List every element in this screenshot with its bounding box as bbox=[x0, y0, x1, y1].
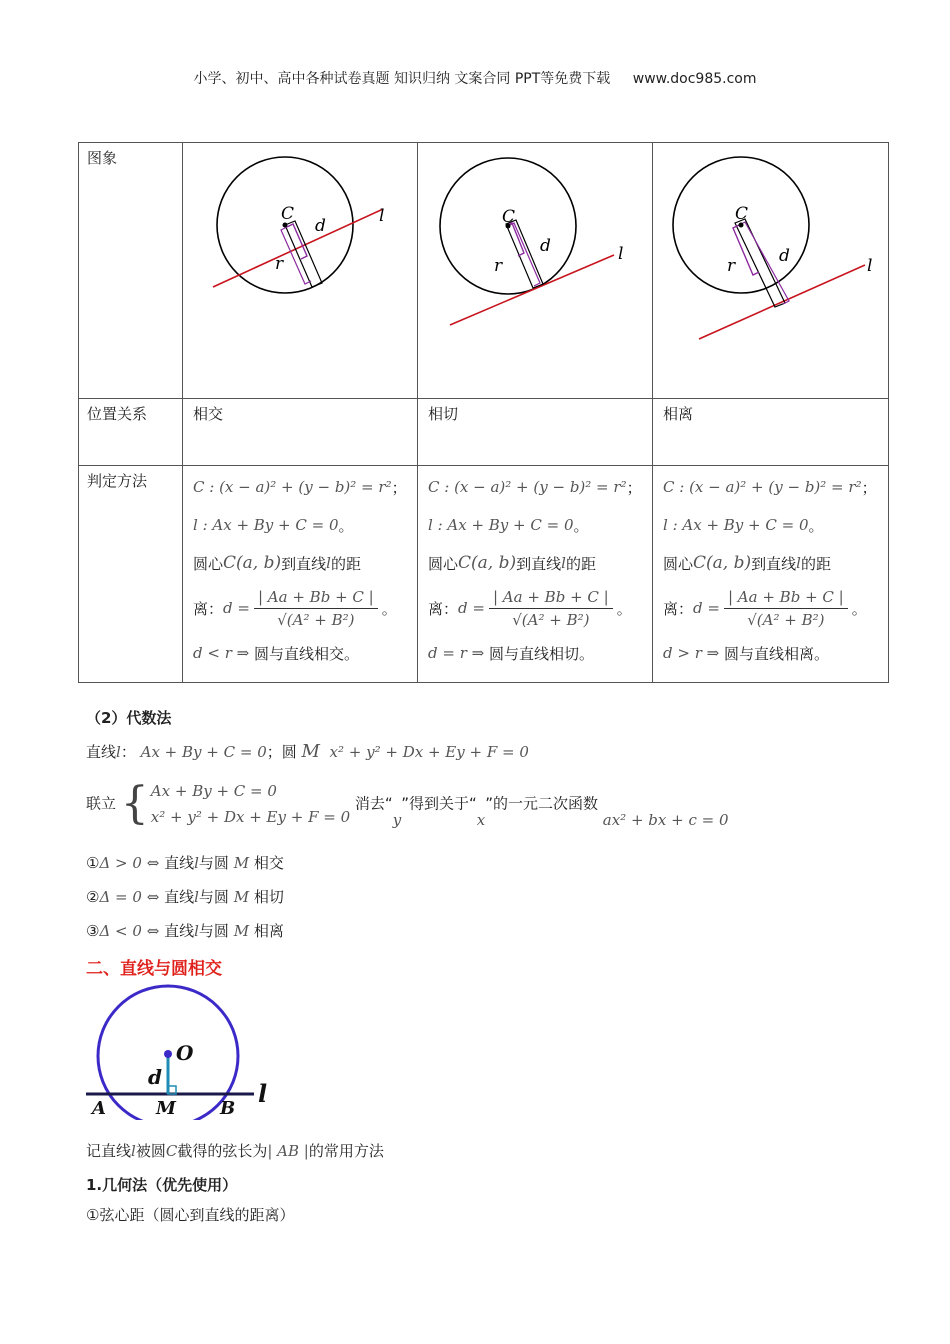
label-C: C bbox=[735, 204, 749, 224]
condition-math: d > r ⇒ bbox=[663, 644, 720, 662]
circle-symbol: M bbox=[233, 922, 250, 940]
quadratic-equation: ax² + bx + c = 0 bbox=[602, 810, 729, 829]
line-equation: l : Ax + By + C = 0 bbox=[428, 516, 574, 534]
text: 到直线 bbox=[516, 554, 562, 573]
text: 直线 bbox=[164, 922, 195, 940]
label-d: d bbox=[148, 1065, 162, 1089]
line-symbol: l bbox=[561, 554, 566, 572]
separator: ； bbox=[861, 478, 877, 497]
text: 到直线 bbox=[281, 554, 327, 573]
case-number: ③ bbox=[86, 922, 100, 940]
text: 记直线 bbox=[86, 1142, 132, 1160]
tangent-diagram bbox=[418, 143, 653, 401]
text: 联立 bbox=[86, 794, 117, 813]
separator: 。 bbox=[338, 516, 354, 535]
text: 离： bbox=[663, 599, 694, 618]
line-symbol: l bbox=[796, 554, 801, 572]
text: 圆心 bbox=[193, 554, 224, 573]
chord-diagram bbox=[82, 980, 282, 1120]
intersect-diagram bbox=[183, 143, 418, 401]
condition-text: 圆与直线相离。 bbox=[724, 644, 830, 663]
row-label-relation: 位置关系 bbox=[79, 399, 183, 466]
method-cell bbox=[183, 466, 418, 683]
line-symbol: l bbox=[116, 743, 121, 761]
label-B: B bbox=[220, 1098, 236, 1119]
method-cell bbox=[418, 466, 653, 683]
line-equation: l : Ax + By + C = 0 bbox=[663, 516, 809, 534]
label-O: O bbox=[176, 1041, 194, 1065]
circle-equation: C : (x − a)² + (y − b)² = r² bbox=[428, 478, 627, 496]
text: 的距 bbox=[330, 554, 361, 573]
relation-cell: 相离 bbox=[653, 399, 889, 466]
relation-row bbox=[79, 399, 889, 466]
figure-intersect bbox=[183, 143, 418, 399]
line-symbol: l bbox=[194, 854, 199, 872]
header-text: 小学、初中、高中各种试卷真题 知识归纳 文案合同 PPT等免费下载 bbox=[193, 71, 611, 87]
separator: ； bbox=[626, 478, 642, 497]
text: 离： bbox=[428, 599, 459, 618]
text: ”得到关于“ bbox=[401, 794, 477, 813]
separator: 。 bbox=[808, 516, 824, 535]
circle-equation: C : (x − a)² + (y − b)² = r² bbox=[193, 478, 392, 496]
circle-symbol: C bbox=[165, 1142, 178, 1160]
fraction-denominator: √(A² + B²) bbox=[277, 610, 355, 629]
text: 到直线 bbox=[751, 554, 797, 573]
condition-text: 圆与直线相交。 bbox=[254, 644, 360, 663]
comparison-table bbox=[78, 142, 889, 683]
text: 与圆 bbox=[198, 854, 229, 872]
text: 直线 bbox=[164, 854, 195, 872]
line-equation: Ax + By + C = 0 bbox=[140, 743, 267, 761]
text: ；圆 bbox=[266, 743, 297, 761]
method-cell bbox=[653, 466, 889, 683]
circle-symbol: M bbox=[301, 741, 320, 762]
distance-fraction bbox=[724, 588, 848, 629]
text: 的距 bbox=[565, 554, 596, 573]
fraction-denominator: √(A² + B²) bbox=[747, 610, 825, 629]
text: 相切 bbox=[253, 888, 284, 906]
system-equation-1: Ax + By + C = 0 bbox=[150, 782, 277, 800]
brace-icon: { bbox=[120, 778, 149, 829]
line-symbol: l bbox=[131, 1142, 136, 1160]
system-equation-2: x² + y² + Dx + Ey + F = 0 bbox=[150, 808, 351, 826]
separator: 。 bbox=[381, 599, 397, 618]
separate-diagram bbox=[653, 143, 889, 401]
fraction-numerator: | Aa + Bb + C | bbox=[489, 588, 613, 609]
condition-math: d = r ⇒ bbox=[428, 644, 485, 662]
label-l: l bbox=[258, 1079, 268, 1108]
label-d: d bbox=[315, 216, 326, 236]
separator: 。 bbox=[616, 599, 632, 618]
label-r: r bbox=[275, 254, 284, 274]
text: 与圆 bbox=[198, 888, 229, 906]
method-item: ①弦心距（圆心到直线的距离） bbox=[86, 1206, 295, 1224]
center-point: C(a, b) bbox=[693, 553, 752, 573]
text: 相交 bbox=[253, 854, 284, 872]
method-row bbox=[79, 466, 889, 683]
label-r: r bbox=[494, 256, 503, 276]
fraction-numerator: | Aa + Bb + C | bbox=[724, 588, 848, 609]
equation-system bbox=[121, 778, 350, 830]
fraction-numerator: | Aa + Bb + C | bbox=[254, 588, 378, 609]
circle-symbol: M bbox=[233, 888, 250, 906]
case-condition: Δ < 0 ⇔ bbox=[99, 922, 160, 940]
distance-fraction bbox=[254, 588, 378, 629]
row-label-method: 判定方法 bbox=[79, 466, 183, 683]
relation-cell: 相交 bbox=[183, 399, 418, 466]
algebra-title: （2）代数法 bbox=[86, 709, 172, 727]
figure-separate bbox=[653, 143, 889, 399]
method-title: 1.几何法（优先使用） bbox=[86, 1176, 238, 1194]
text: ： bbox=[120, 743, 136, 761]
algebra-case bbox=[86, 920, 284, 941]
label-l: l bbox=[379, 206, 385, 226]
text: 的距 bbox=[800, 554, 831, 573]
label-d: d bbox=[540, 236, 551, 256]
algebra-case bbox=[86, 886, 284, 907]
line-symbol: l bbox=[326, 554, 331, 572]
circle-equation: C : (x − a)² + (y − b)² = r² bbox=[663, 478, 862, 496]
label-M: M bbox=[156, 1098, 176, 1119]
page-header bbox=[0, 68, 950, 88]
fraction-denominator: √(A² + B²) bbox=[512, 610, 590, 629]
chord-length-text bbox=[86, 1140, 384, 1161]
separator: 。 bbox=[573, 516, 589, 535]
line-symbol: l bbox=[194, 922, 199, 940]
line-equation: l : Ax + By + C = 0 bbox=[193, 516, 339, 534]
circle-symbol: M bbox=[233, 854, 250, 872]
case-number: ② bbox=[86, 888, 100, 906]
text: 圆心 bbox=[663, 554, 694, 573]
separator: ； bbox=[391, 478, 407, 497]
text: 离： bbox=[193, 599, 224, 618]
condition-text: 圆与直线相切。 bbox=[489, 644, 595, 663]
text: 圆心 bbox=[428, 554, 459, 573]
figure-tangent bbox=[418, 143, 653, 399]
algebra-system bbox=[86, 778, 806, 830]
distance-symbol: d = bbox=[693, 599, 720, 617]
label-r: r bbox=[727, 256, 736, 276]
label-C: C bbox=[281, 204, 295, 224]
text: 直线 bbox=[164, 888, 195, 906]
label-l: l bbox=[618, 244, 624, 264]
line-symbol: l bbox=[194, 888, 199, 906]
label-d: d bbox=[779, 246, 790, 266]
distance-symbol: d = bbox=[458, 599, 485, 617]
text: 与圆 bbox=[198, 922, 229, 940]
text: 相离 bbox=[253, 922, 284, 940]
label-l: l bbox=[867, 256, 873, 276]
condition-math: d < r ⇒ bbox=[193, 644, 250, 662]
text: 直线 bbox=[86, 743, 117, 761]
relation-cell: 相切 bbox=[418, 399, 653, 466]
header-url[interactable]: www.doc985.com bbox=[632, 71, 757, 87]
case-condition: Δ > 0 ⇔ bbox=[99, 854, 160, 872]
center-point: C(a, b) bbox=[223, 553, 282, 573]
variable-x: x bbox=[476, 810, 486, 829]
center-point: C(a, b) bbox=[458, 553, 517, 573]
figure-row bbox=[79, 143, 889, 399]
case-condition: Δ = 0 ⇔ bbox=[99, 888, 160, 906]
label-C: C bbox=[502, 207, 516, 227]
variable-y: y bbox=[392, 810, 402, 829]
distance-symbol: d = bbox=[223, 599, 250, 617]
separator: 。 bbox=[851, 599, 867, 618]
row-label-figure: 图象 bbox=[79, 143, 183, 399]
case-number: ① bbox=[86, 854, 100, 872]
algebra-line-circle bbox=[86, 741, 529, 762]
section-2-title: 二、直线与圆相交 bbox=[86, 959, 222, 979]
text: 消去“ bbox=[354, 794, 393, 813]
text: 截得的弦长为 bbox=[177, 1142, 268, 1160]
text: 的常用方法 bbox=[308, 1142, 384, 1160]
text: 被圆 bbox=[135, 1142, 166, 1160]
text: ”的一元二次函数 bbox=[485, 794, 598, 813]
distance-fraction bbox=[489, 588, 613, 629]
label-A: A bbox=[92, 1098, 106, 1119]
algebra-case bbox=[86, 852, 284, 873]
circle-equation: x² + y² + Dx + Ey + F = 0 bbox=[329, 743, 529, 761]
chord-length: | AB | bbox=[267, 1142, 309, 1160]
